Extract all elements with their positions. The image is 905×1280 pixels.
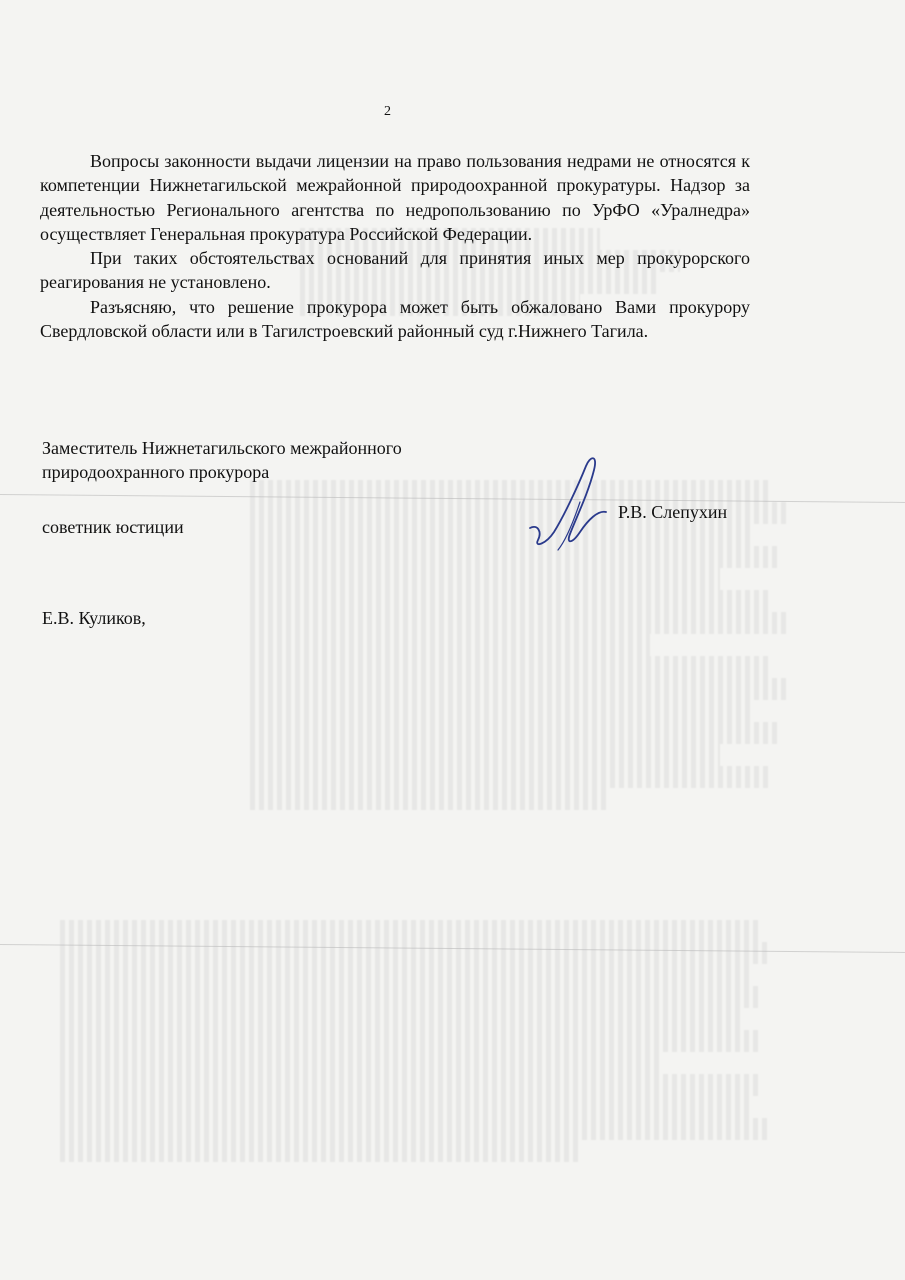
signatory-title-line2: природоохранного прокурора xyxy=(42,462,270,482)
paragraph-appeal: Разъясняю, что решение прокурора может быть обжаловано Вами прокурору Свердловской области или в Тагилстроевский районный суд г.Нижнего Тагила. xyxy=(40,296,750,342)
signatory-rank: советник юстиции xyxy=(42,517,184,537)
executor-name: Е.В. Куликов, xyxy=(42,608,146,628)
bleed-through-area-bottom xyxy=(60,920,780,1220)
handwritten-signature xyxy=(528,440,628,560)
paragraph-no-measures: При таких обстоятельствах оснований для принятия иных мер прокурорского реагирования не установлено. xyxy=(40,248,750,293)
letter-body xyxy=(40,149,750,343)
signatory-title-line1: Заместитель Нижнетагильского межрайонного xyxy=(42,438,402,458)
paragraph-jurisdiction: Вопросы законности выдачи лицензии на право пользования недрами не относятся к компетенции Нижнетагильской межрайонной природоохранной прокуратуры. Надзор за деятельностью Регионального агентства по недропользованию по УрФО «Уралнедра» осуществляет Генеральная прокуратура Российской Федерации. xyxy=(40,151,750,244)
signatory-name: Р.В. Слепухин xyxy=(618,502,728,522)
page-number: 2 xyxy=(384,104,391,119)
signatory-title xyxy=(42,436,502,484)
